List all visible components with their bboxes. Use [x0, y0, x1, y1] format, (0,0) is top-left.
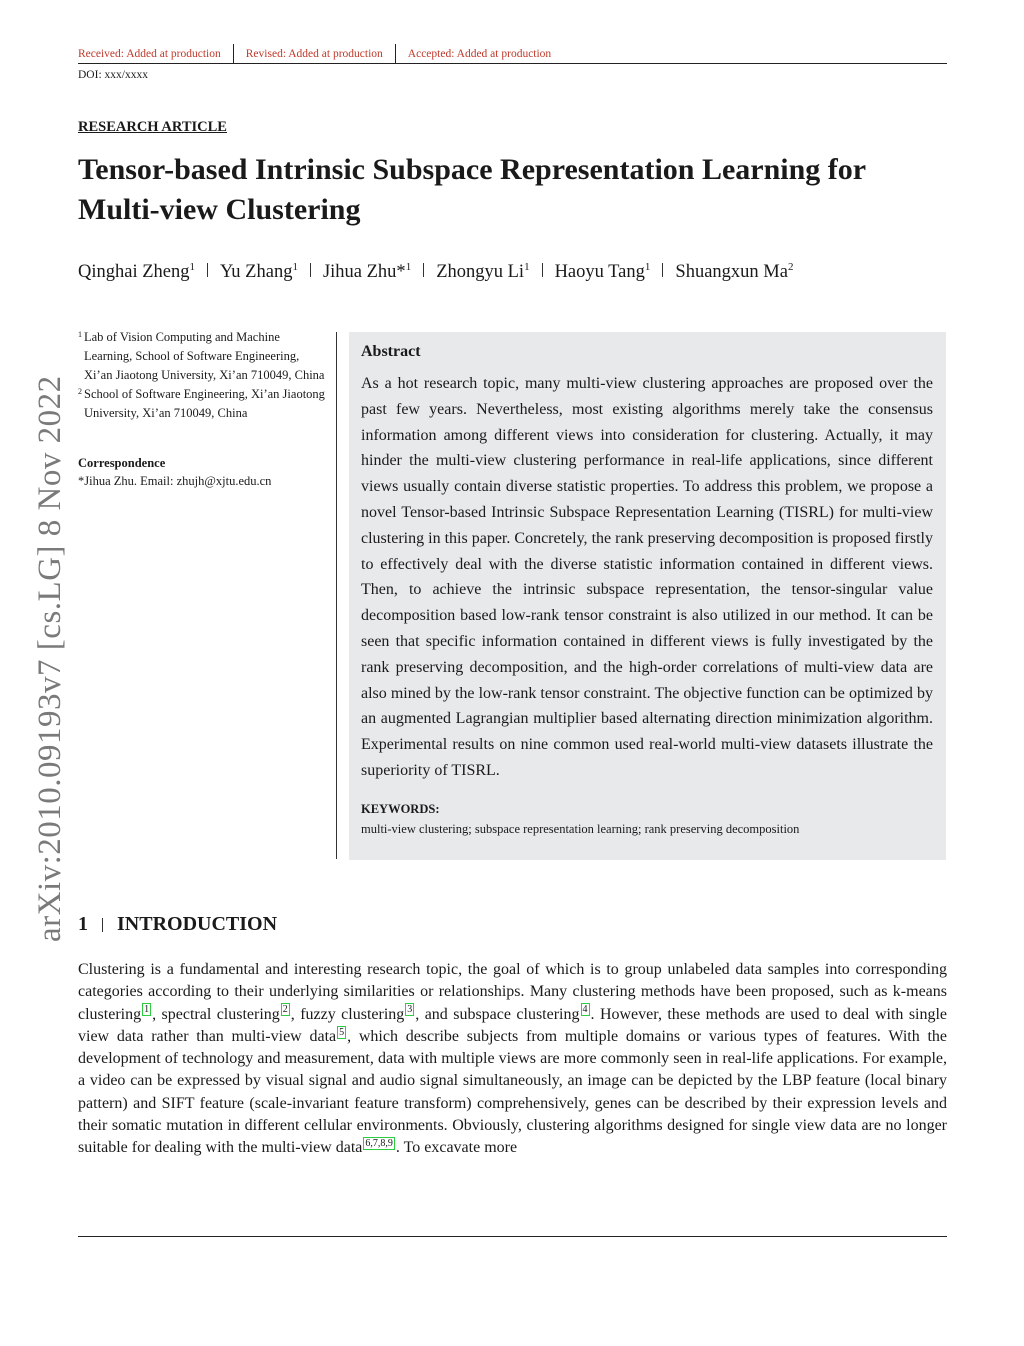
author-separator	[423, 263, 424, 277]
author: Yu Zhang$^1$	[220, 261, 298, 283]
arxiv-stamp: arXiv:2010.09193v7 [cs.LG] 8 Nov 2022	[32, 375, 68, 942]
abstract-text: As a hot research topic, many multi-view clustering approaches are proposed over the past few years. Nevertheless, most existing algorithms merely take the consensus information among different views into consideration for clustering. Actually, it may hinder the multi-view clustering performance in real-life applications, since different views usually contain diverse statistic properties. To address this problem, we propose a novel Tensor-based Intrinsic Subspace Representation Learning (TISRL) for multi-view clustering in this paper. Concretely, the rank preserving decomposition is proposed firstly to effectively deal with the diverse statistic information contained in different views. Then, to achieve the intrinsic subspace representation, the tensor-singular value decomposition based low-rank tensor constraint is also utilized in our method. It can be seen that specific information contained in different views is fully investigated by the rank preserving decomposition, and the high-order correlations of multi-view data are also mined by the low-rank tensor constraint. The objective function can be optimized by an augmented Lagrangian multiplier based alternating direction minimization algorithm. Experimental results on nine common used real-world multi-view datasets illustrate the superiority of TISRL.	[361, 375, 933, 779]
citation-link[interactable]: 6,7,8,9	[365, 1138, 393, 1150]
doi: DOI: xxx/xxxx	[78, 69, 148, 81]
section-title: INTRODUCTION	[117, 913, 278, 935]
header-rule	[78, 63, 947, 64]
intro-paragraph: Clustering is a fundamental and interesting research topic, the goal of which is to group unlabeled data samples into corresponding categories according to their underlying similarities or relationships. Many clustering methods have been proposed, such as k-means clustering $^1$ , spectral clustering $^2$ , fuzzy clustering $^3$ , and subspace clustering $^4$ . However, these methods are used to deal with single view data rather than multi-view data $^5$ , which describe subjects from multiple domains or various types of features. With the development of technology and measurement, data with multiple views are more commonly seen in real-life applications. For example, a video can be expressed by visual signal and audio signal simultaneously, an image can be depicted by the LBP feature (local binary pattern) and SIFT feature (scale-invariant feature transform) comprehensively, genes can be described by their expression levels and their somatic mutation in different cellular environments. Obviously, clustering algorithms designed for single view data are no longer suitable for dealing with the multi-view data $^{6,7,8,9}$ . To excavate more	[78, 961, 948, 1157]
abstract-heading: Abstract	[361, 343, 421, 360]
footer-rule	[78, 1236, 947, 1237]
citation-link[interactable]: 1	[144, 1004, 150, 1016]
author: Zhongyu Li$^1$	[436, 261, 530, 283]
citation-link[interactable]: 2	[282, 1004, 288, 1016]
author-list	[78, 261, 793, 283]
author-separator	[310, 263, 311, 277]
citation-link[interactable]: 5	[339, 1026, 345, 1038]
citation-link[interactable]: 3	[407, 1004, 413, 1016]
received-date: Received: Added at production	[78, 48, 221, 60]
correspondence-heading: Correspondence	[78, 456, 166, 470]
keywords-heading: KEYWORDS:	[361, 802, 440, 816]
author-separator	[207, 263, 208, 277]
section-number: 1	[78, 913, 88, 935]
revised-date: Revised: Added at production	[245, 48, 383, 60]
affiliation: 1 Lab of Vision Computing and Machine Learning, School of Software Engineering, Xi’an Jiaotong University, Xi’an 710049, China	[78, 330, 325, 382]
section-heading	[78, 913, 277, 936]
author: Shuangxun Ma$^2$	[675, 261, 794, 283]
affiliations	[78, 328, 328, 423]
citation-link[interactable]: 4	[582, 1004, 588, 1016]
author: Haoyu Tang$^1$	[554, 261, 651, 283]
publication-dates	[78, 44, 563, 64]
affiliation: 2 School of Software Engineering, Xi’an Jiaotong University, Xi’an 710049, China	[78, 387, 325, 420]
paper-title: Tensor-based Intrinsic Subspace Representation Learning for Multi-view Clustering	[78, 153, 866, 226]
author: Qinghai Zheng$^1$	[78, 261, 195, 283]
keywords: multi-view clustering; subspace representation learning; rank preserving decomposition	[361, 822, 800, 836]
author-separator	[662, 263, 663, 277]
correspondence-email: *Jihua Zhu. Email: zhujh@xjtu.edu.cn	[78, 474, 272, 488]
section-separator	[102, 918, 103, 932]
author-separator	[542, 263, 543, 277]
author: Jihua Zhu*$^1$	[322, 261, 412, 283]
column-divider	[336, 332, 337, 859]
accepted-date: Accepted: Added at production	[407, 48, 552, 60]
article-type: RESEARCH ARTICLE	[78, 119, 227, 135]
